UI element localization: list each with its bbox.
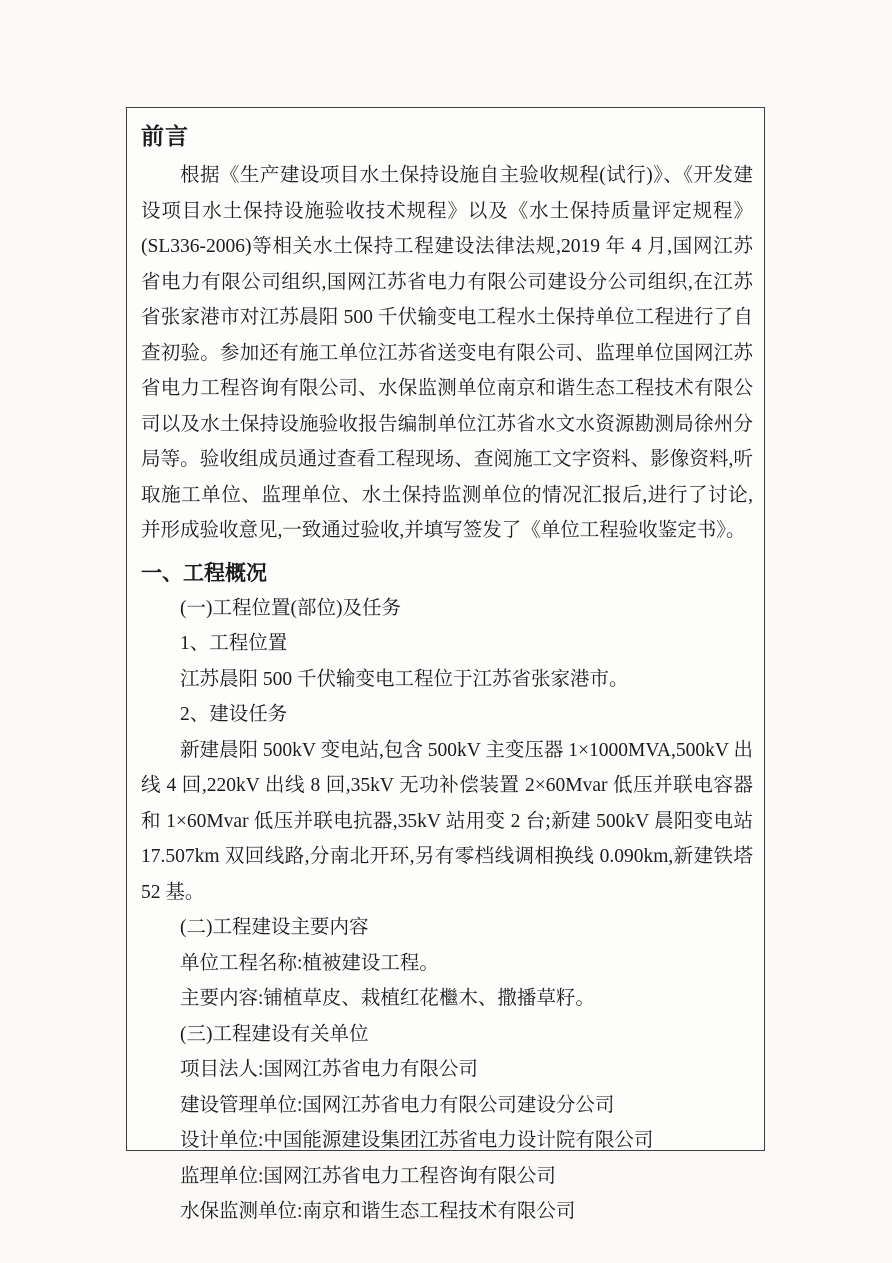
related-unit-design: 设计单位:中国能源建设集团江苏省电力设计院有限公司 [180,1130,654,1151]
main-content-line: 主要内容:铺植草皮、栽植红花檵木、撒播草籽。 [180,988,595,1009]
section-1-heading: 一、工程概况 [141,560,267,585]
subsection-2-heading: (二)工程建设主要内容 [180,917,369,938]
subsection-1-heading: (一)工程位置(部位)及任务 [180,597,401,619]
subsection-3-heading: (三)工程建设有关单位 [180,1023,369,1045]
unit-project-name-line: 单位工程名称:植被建设工程。 [180,952,439,974]
item-2-heading: 2、建设任务 [180,704,288,725]
related-unit-supervision: 监理单位:国网江苏省电力工程咨询有限公司 [180,1165,556,1187]
related-unit-monitoring: 水保监测单位:南京和谐生态工程技术有限公司 [180,1201,576,1222]
item-2-body: 新建晨阳 500kV 变电站,包含 500kV 主变压器 1×1000MVA,500kV 出线 4 回,220kV 出线 8 回,35kV 无功补偿装置 2×60Mvar 低压并联电容器和 1×60Mvar 低压并联电抗器,35kV 站用变 2 台;新建 500kV 晨阳变电站 17.507km 双回线路,分南北开环,另有零档线调相换线 0.090km,新建铁塔 52 基。 [141,739,753,903]
preface-paragraph: 根据《生产建设项目水土保持设施自主验收规程(试行)》、《开发建设项目水土保持设施验收技术规程》以及《水土保持质量评定规程》(SL336-2006)等相关水土保持工程建设法律法规,2019 年 4 月,国网江苏省电力有限公司组织,国网江苏省电力有限公司建设分公司组织,在江苏省张家港市对江苏晨阳 500 千伏输变电工程水土保持单位工程进行了自查初验。参加还有施工单位江苏省送变电有限公司、监理单位国网江苏省电力工程咨询有限公司、水保监测单位南京和谐生态工程技术有限公司以及水土保持设施验收报告编制单位江苏省水文水资源勘测局徐州分局等。验收组成员通过查看工程现场、查阅施工文字资料、影像资料,听取施工单位、监理单位、水土保持监测单位的情况汇报后,进行了讨论,并形成验收意见,一致通过验收,并填写签发了《单位工程验收鉴定书》。 [141,165,753,541]
item-1-heading: 1、工程位置 [180,633,288,654]
preface-title: 前言 [141,124,189,149]
related-unit-project-owner: 项目法人:国网江苏省电力有限公司 [180,1059,478,1080]
item-1-body: 江苏晨阳 500 千伏输变电工程位于江苏省张家港市。 [180,668,629,690]
document-content-frame [126,107,765,1222]
related-unit-construction-management: 建设管理单位:国网江苏省电力有限公司建设分公司 [180,1094,615,1116]
